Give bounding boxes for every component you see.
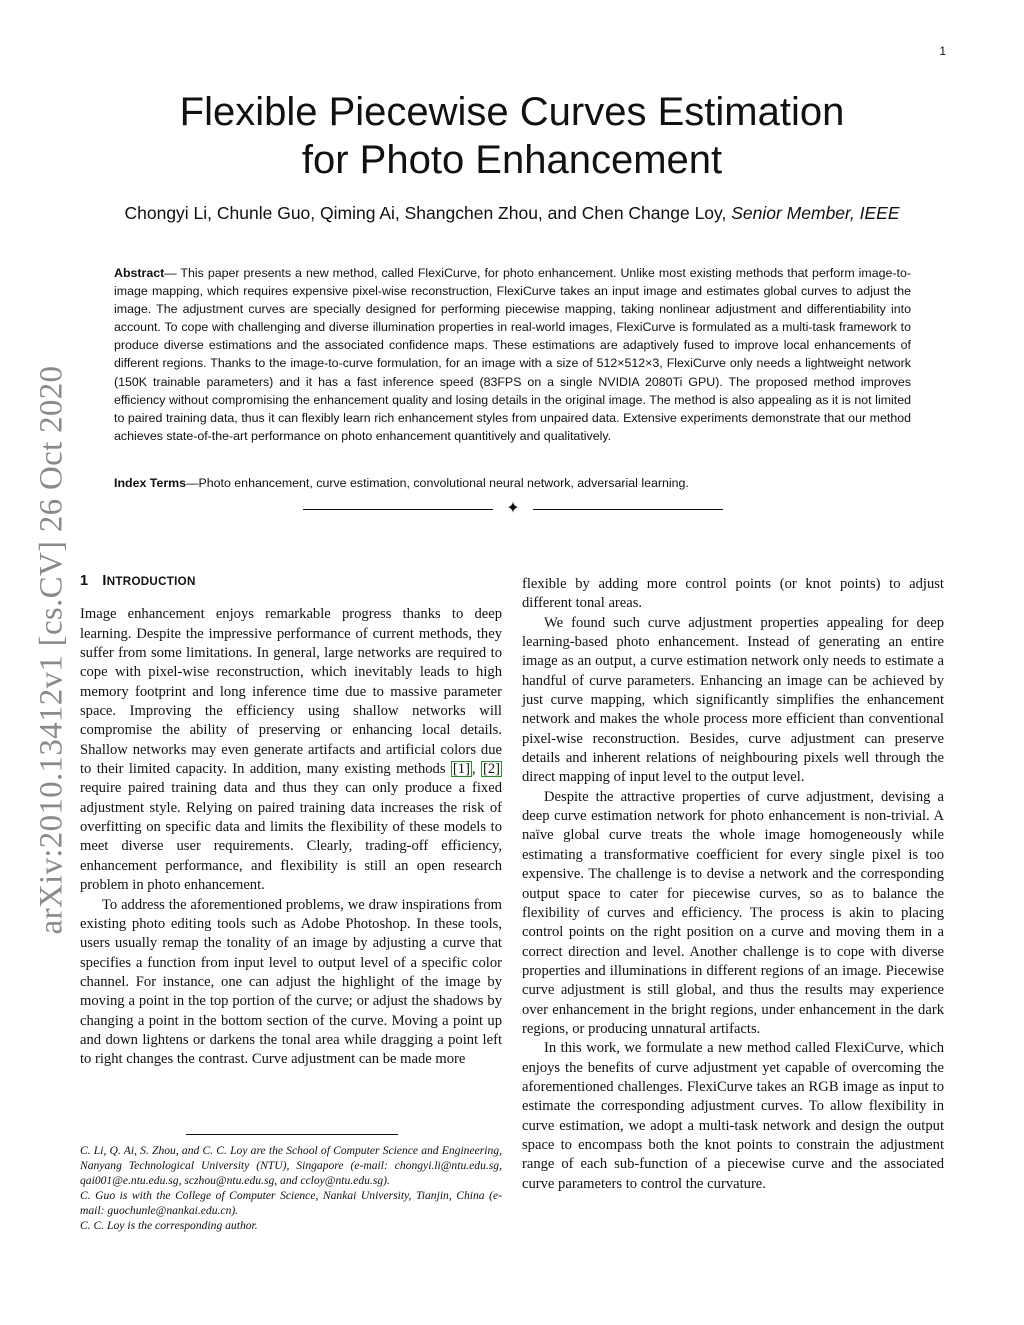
abstract-text: — This paper presents a new method, called FlexiCurve, for photo enhancement. Unlike most existing methods that perform image-to-image mapping, which requires expensive pixel-wise reconstruction, FlexiCurve takes an input image and estimates global curves to adjust the image. The adjustment curves are specially designed for performing piecewise mapping, taking nonlinear adjustment and differentiability into account. To cope with challenging and diverse illumination properties in real-world images, FlexiCurve is formulated as a multi-task framework to produce diverse estimations and the associated confidence maps. These estimations are adaptively fused to improve local enhancements of different regions. Thanks to the image-to-curve formulation, for an image with a size of 512×512×3, FlexiCurve only needs a lightweight network (150K trainable parameters) and it has a fast inference speed (83FPS on a single NVIDIA 2080Ti GPU). The proposed method improves efficiency without compromising the enhancement quality and losing details in the original image. The method is also appealing as it is not limited to paired training data, thus it can flexibly learn rich enhancement styles from unpaired data. Extensive experiments demonstrate that our method achieves state-of-the-art performance on photo enhancement quantitively and qualitatively.	[114, 266, 911, 443]
section-title-rest: NTRODUCTION	[106, 575, 196, 588]
divider-rule-right	[533, 509, 723, 510]
divider-star-icon: ✦	[506, 500, 520, 517]
paragraph: To address the aforementioned problems, we draw inspirations from existing photo editing tools such as Adobe Photoshop. In these tools, users usually remap the tonality of an image by adjusting a curve that specifies a function from input level to output level of a specific color channel. For instance, one can adjust the highlight of the image by moving a point in the top portion of the curve; or adjust the shadows by changing a point in the bottom section of the curve. Moving a point up and down lightens or darkens the tonal area while dragging a point left to right changes the contrast. Curve adjustment can be made more	[80, 896, 502, 1068]
paragraph: We found such curve adjustment properties appealing for deep learning-based photo enhancement. Instead of generating an entire image as an output, a curve estimation network only needs to estimate a handful of curve parameters. Enhancing an image can be achieved by just curve mapping, which significantly simplifies the enhancement network and makes the whole process more efficient than conventional pixel-wise reconstruction. Besides, curve adjustment can preserve details and inherent relations of neighbouring pixels well through the direct mapping of input level to the output level.	[522, 614, 944, 786]
left-column	[80, 572, 502, 1070]
section-title-initial: I	[102, 573, 107, 589]
section-number: 1	[80, 573, 89, 589]
right-column	[522, 575, 944, 1194]
index-terms-label: Index Terms	[114, 476, 187, 490]
author-names: Chongyi Li, Chunle Guo, Qiming Ai, Shangchen Zhou, and Chen Change Loy,	[124, 203, 727, 223]
footnote: C. Li, Q. Ai, S. Zhou, and C. C. Loy are the School of Computer Science and Engineering, Nanyang Technological University (NTU), Singapore (e-mail: chongyi.li@ntu.edu.sg, qai001@e.ntu.edu.sg, sczhou@ntu.edu.sg, and ccloy@ntu.edu.sg).	[80, 1144, 502, 1188]
citation-link[interactable]: [2]	[482, 761, 500, 778]
abstract	[114, 264, 911, 445]
paragraph: Despite the attractive properties of curve adjustment, devising a deep curve estimation network for photo enhancement is non-trivial. A naïve global curve treats the whole image homogeneously while estimating a transformative coefficient for every single pixel is too expensive. The challenge is to devise a network and the corresponding output space to cater for piecewise curves, so as to balance the flexibility of curves and efficiency. The process is akin to placing control points on the right position on a curve and moving them in a correct direction and level. Another challenge is to cope with diverse properties and illuminations in different regions of an image. Piecewise curve adjustment is still global, and thus the results may experience over enhancement in the bright regions, under enhancement in the dark regions, or producing unnatural artifacts.	[522, 788, 944, 1037]
paragraph: In this work, we formulate a new method called FlexiCurve, which enjoys the benefits of curve adjustment yet capable of overcoming the aforementioned challenges. FlexiCurve takes an RGB image as input to estimate the corresponding adjustment curves. To allow flexibility in curve estimation, we adopt a multi-task network and design the output space to encompass both the knot points to constrain the adjustment range of each sub-function of a piecewise curve and the associated curve parameters to control the curvature.	[522, 1040, 944, 1192]
footnote: C. C. Loy is the corresponding author.	[80, 1219, 258, 1233]
paper-title-line-2: for Photo Enhancement	[301, 138, 723, 182]
paper-title	[0, 88, 1024, 184]
footnotes	[80, 1143, 502, 1234]
footnote: C. Guo is with the College of Computer Science, Nankai University, Tianjin, China (e-mail: guochunle@nankai.edu.cn).	[80, 1189, 502, 1218]
index-terms	[114, 474, 911, 492]
paper-title-line-1: Flexible Piecewise Curves Estimation	[179, 90, 845, 134]
paragraph: flexible by adding more control points (or knot points) to adjust different tonal areas.	[522, 576, 944, 612]
arxiv-identifier-stamp: arXiv:2010.13412v1 [cs.CV] 26 Oct 2020	[33, 365, 70, 935]
paragraph-text: Image enhancement enjoys remarkable progress thanks to deep learning. Despite the impressive performance of current methods, they suffer from some limitations. In general, large networks are required to cope with pixel-wise reconstruction, which inevitably leads to high memory footprint and long inference time due to massive parameter space. Improving the efficiency using shallow networks will compromise the ability of preserving or enhancing local details. Shallow networks may even generate artifacts and artificial colors due to their limited capacity. In addition, many existing methods	[80, 606, 502, 778]
abstract-label: Abstract	[114, 266, 165, 280]
section-heading-introduction	[80, 572, 502, 591]
paragraph-text: ,	[471, 761, 481, 778]
index-terms-text: —Photo enhancement, curve estimation, convolutional neural network, adversarial learning.	[186, 476, 689, 490]
author-list	[0, 203, 1024, 224]
author-membership: Senior Member, IEEE	[731, 203, 900, 223]
divider-rule-left	[303, 509, 493, 510]
paragraph-text: require paired training data and thus they can only produce a fixed adjustment style. Relying on paired training data increases the risk of overfitting on specific data and limits the flexibility of these models to meet diverse user requirements. Clearly, trading-off efficiency, enhancement performance, and flexibility is still an open research problem in photo enhancement.	[80, 780, 502, 894]
footnote-rule	[186, 1134, 398, 1135]
citation-link[interactable]: [1]	[452, 761, 470, 778]
page-number: 1	[939, 44, 946, 58]
paragraph	[80, 605, 502, 895]
section-divider	[303, 500, 723, 520]
